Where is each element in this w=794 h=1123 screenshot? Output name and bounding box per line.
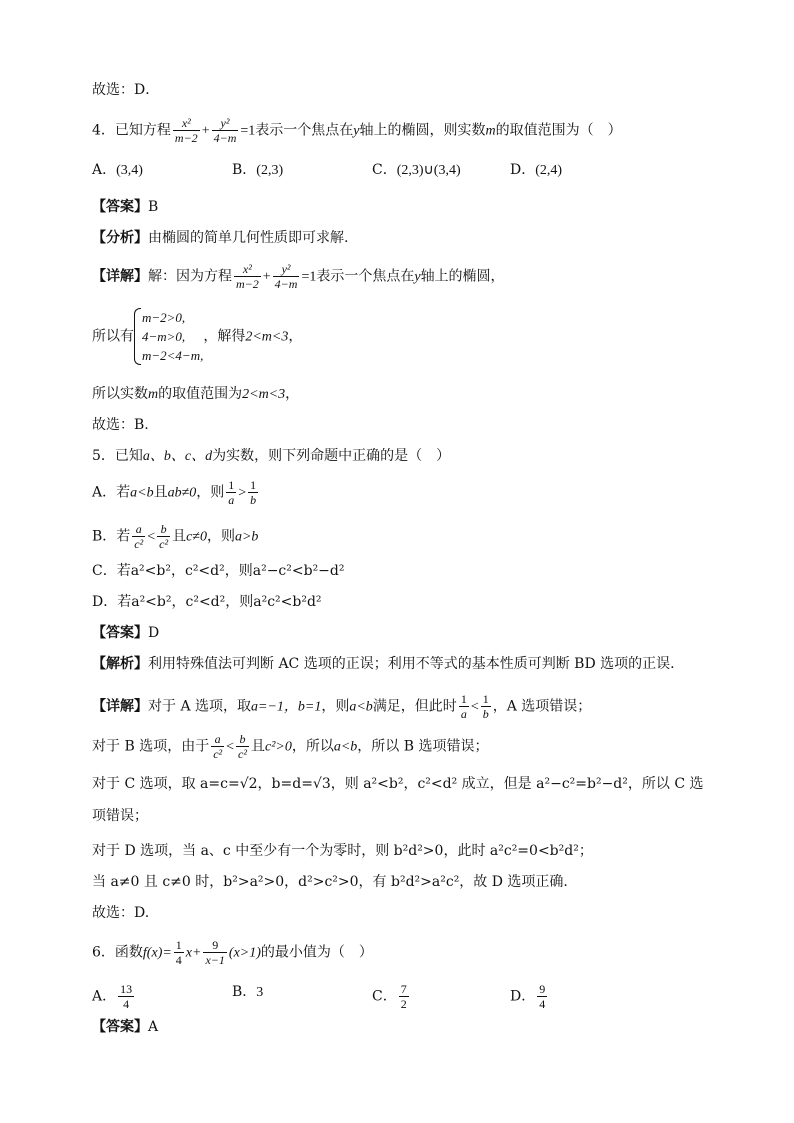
q4-detail-frac-y <box>273 262 300 291</box>
detail-b-and: 且 <box>250 738 265 755</box>
detail-pre: 解：因为方程 <box>148 268 232 285</box>
less-sign: < <box>470 699 479 715</box>
inequality-system <box>134 308 203 365</box>
q4-option-c <box>372 160 461 181</box>
q6-stem-pre: 函数 <box>114 944 143 961</box>
q6-option-a <box>92 982 136 1011</box>
option-label: A． <box>92 162 117 178</box>
q4-number: 4． <box>92 122 115 139</box>
frac-denominator: c² <box>238 747 247 761</box>
frac-numerator: 1 <box>175 938 182 952</box>
frac-numerator: b <box>239 732 246 746</box>
q4-stem-post3: 的取值范围为（ ） <box>495 122 622 139</box>
so-have-text: 所以有 <box>92 328 134 345</box>
q5-option-d: D．若a²<b²，c²<d²，则a²c²<b²d² <box>92 594 322 610</box>
detail-a-mid: ，则 <box>321 698 350 715</box>
detail-a-mid2: 满足，但此时 <box>372 698 457 715</box>
q4-range <box>92 384 299 405</box>
q4-detail-frac-x <box>234 262 261 291</box>
frac-denominator: c² <box>159 537 169 551</box>
frac-denominator: 4−m <box>274 277 298 291</box>
q4-option-a <box>92 160 143 181</box>
frac-numerator: a <box>135 522 142 536</box>
equals-one: =1 <box>240 123 256 139</box>
frac-numerator: 9 <box>212 938 219 952</box>
q5-vars: a、b、c、d <box>142 449 213 464</box>
option-value: (2,3)∪(3,4) <box>396 163 461 178</box>
frac-denominator: a <box>228 493 235 507</box>
var-y: y <box>353 123 360 139</box>
frac-one-over-a <box>226 478 236 507</box>
frac-a-over-c2 <box>132 522 145 551</box>
q5-option-c: C．若a²<b²，c²<d²，则a²−c²<b²−d² <box>92 563 345 579</box>
option-value: 3 <box>256 985 264 1000</box>
plus-sign: + <box>262 269 271 285</box>
detail-tag: 【详解】 <box>92 698 148 715</box>
option-label: B． <box>232 984 257 1000</box>
q6-answer <box>92 1017 158 1037</box>
option-frac <box>118 982 134 1011</box>
detail-a-post: ，A 选项错误； <box>492 698 592 715</box>
q5-analysis <box>92 654 675 674</box>
q6-option-d <box>510 982 549 1011</box>
frac-numerator: x² <box>242 262 252 276</box>
detail-b-pre: 对于 B 选项，由于 <box>92 738 210 755</box>
frac-numerator: b <box>160 522 167 536</box>
frac-numerator: 1 <box>482 692 489 706</box>
left-brace-icon <box>134 308 141 365</box>
option-label: D． <box>510 162 536 178</box>
less-sign: < <box>147 529 156 545</box>
detail-tag: 【详解】 <box>92 268 148 285</box>
frac-numerator: y² <box>220 116 230 130</box>
q5-option-b <box>92 522 258 551</box>
q4-stem-pre: 已知方程 <box>114 122 171 139</box>
analysis-tag: 【解析】 <box>92 656 148 672</box>
q6-stem-post: 的最小值为（ ） <box>260 944 373 961</box>
var-m: m <box>148 387 159 402</box>
option-frac <box>537 982 547 1011</box>
frac-denominator: m−2 <box>236 277 259 291</box>
frac-denominator: 4−m <box>213 131 237 145</box>
q5-detail-a <box>92 692 591 721</box>
less-sign: < <box>226 739 235 755</box>
q4-stem-post2: 轴上的椭圆，则实数 <box>359 122 486 139</box>
frac-denominator: x−1 <box>205 953 225 967</box>
q4-option-d <box>510 160 562 181</box>
q5-detail-c-line2: 项错误； <box>92 808 148 824</box>
frac-one-over-b <box>481 692 491 721</box>
q5-stem-post: 为实数，则下列命题中正确的是（ ） <box>212 448 451 464</box>
option-value: (2,4) <box>535 163 563 178</box>
option-a-and: 且 <box>153 484 168 501</box>
detail-a-cond: a<b <box>349 699 373 715</box>
frac-denominator: m−2 <box>174 131 198 145</box>
q5-answer <box>92 623 159 643</box>
equals-one: =1 <box>301 269 317 285</box>
detail-b-mid: ，所以 <box>291 738 334 755</box>
answer-tag: 【答案】 <box>92 199 148 215</box>
answer-tag: 【答案】 <box>92 625 148 641</box>
frac-one-over-a <box>459 692 469 721</box>
option-a-pre: A．若 <box>92 484 131 501</box>
q5-number: 5． <box>92 448 115 464</box>
q4-frac-x <box>173 116 200 145</box>
q4-stem-post: 表示一个焦点在 <box>255 122 354 139</box>
q6-frac-quarter <box>174 938 184 967</box>
q4-answer <box>92 197 158 217</box>
answer-value: D <box>148 625 160 641</box>
option-a-then: ，则 <box>196 484 225 501</box>
frac-numerator: 1 <box>228 478 235 492</box>
q4-conclusion: 故选：B. <box>92 417 149 433</box>
frac-numerator: x² <box>181 116 191 130</box>
q5-detail-b <box>92 732 489 761</box>
frac-denominator: b <box>482 707 489 721</box>
option-value: (2,3) <box>256 163 284 178</box>
option-a-cond2: ab≠0 <box>167 485 197 501</box>
frac-numerator: a <box>214 732 221 746</box>
q6-stem <box>92 938 373 967</box>
option-a-cond: a<b <box>130 485 154 501</box>
q5-stem-pre: 已知 <box>114 448 143 464</box>
answer-value: A <box>148 1019 159 1035</box>
frac-one-over-b <box>248 478 258 507</box>
q6-frac-nine <box>203 938 226 967</box>
option-value: (3,4) <box>116 163 143 178</box>
frac-numerator: 7 <box>400 982 407 996</box>
solve-expr: 2<m<3 <box>245 329 289 345</box>
frac-numerator: 1 <box>250 478 257 492</box>
solve-end: ， <box>288 328 303 345</box>
system-row: 4−m>0, <box>142 329 186 344</box>
frac-denominator: 2 <box>400 997 407 1011</box>
solve-text: ，解得 <box>203 328 246 345</box>
option-b-then: ，则 <box>206 528 235 545</box>
q5-stem <box>92 446 450 467</box>
q4-frac-y <box>212 116 239 145</box>
detail-b-post: ，所以 B 选项错误； <box>357 738 489 755</box>
frac-b-over-c2 <box>236 732 249 761</box>
option-label: D． <box>510 988 536 1005</box>
detail-a-pre: 对于 A 选项，取 <box>148 698 252 715</box>
frac-denominator: a <box>460 707 467 721</box>
frac-numerator: 1 <box>460 692 467 706</box>
option-b-cond: c≠0 <box>186 529 207 545</box>
q4-option-b <box>232 160 283 181</box>
option-label: B． <box>232 162 257 178</box>
q6-fx: f(x)= <box>142 945 172 961</box>
option-label: C． <box>372 162 397 178</box>
greater-sign: > <box>238 485 247 501</box>
detail-b-cond: c²>0 <box>264 739 292 755</box>
q6-option-c <box>372 982 411 1011</box>
option-b-and: 且 <box>172 528 187 545</box>
detail-b-concl: a<b <box>333 739 358 755</box>
frac-denominator: c² <box>134 537 144 551</box>
detail-post: 表示一个焦点在 <box>316 268 415 285</box>
frac-numerator: y² <box>281 262 291 276</box>
analysis-tag: 【分析】 <box>92 230 148 246</box>
var-m: m <box>485 123 496 139</box>
q5-option-a <box>92 478 260 507</box>
range-pre: 所以实数 <box>92 386 148 402</box>
frac-denominator: 4 <box>175 953 182 967</box>
system-row: m−2<4−m, <box>142 348 204 363</box>
plus-sign: + <box>201 123 210 139</box>
range-expr: 2<m<3 <box>242 387 286 402</box>
answer-tag: 【答案】 <box>92 1019 148 1035</box>
frac-a-over-c2 <box>211 732 224 761</box>
q6-domain: (x>1) <box>228 945 261 961</box>
frac-b-over-c2 <box>157 522 170 551</box>
q5-conclusion: 故选：D. <box>92 905 150 921</box>
q4-stem <box>92 116 622 145</box>
system-row: m−2>0, <box>142 310 186 325</box>
detail-a-vals: a=−1，b=1 <box>251 699 322 715</box>
frac-numerator: 13 <box>120 982 133 996</box>
q4-system-line <box>92 308 302 365</box>
analysis-text: 利用特殊值法可判断 AC 选项的正误；利用不等式的基本性质可判断 BD 选项的正误. <box>148 656 675 672</box>
option-b-pre: B．若 <box>92 528 131 545</box>
q4-detail <box>92 262 505 291</box>
q3-conclusion: 故选：D． <box>92 82 160 98</box>
frac-denominator: b <box>250 493 257 507</box>
range-end: ， <box>285 386 300 402</box>
q6-x-plus: x+ <box>185 945 202 961</box>
q6-number: 6． <box>92 944 115 961</box>
frac-numerator: 9 <box>539 982 546 996</box>
q6-option-b <box>232 982 263 1003</box>
frac-denominator: 4 <box>118 996 134 1011</box>
q5-detail-d-line2: 当 a≠0 且 c≠0 时，b²>a²>0，d²>c²>0，有 b²d²>a²c²，故 D 选项正确. <box>92 874 568 890</box>
detail-post2: 轴上的椭圆， <box>420 268 505 285</box>
option-label: A． <box>92 988 117 1005</box>
option-b-concl: a>b <box>234 529 259 545</box>
range-mid: 的取值范围为 <box>158 386 243 402</box>
frac-denominator: 4 <box>539 997 546 1011</box>
q4-analysis <box>92 228 348 248</box>
option-frac <box>399 982 409 1011</box>
option-label: C． <box>372 988 397 1005</box>
analysis-text: 由椭圆的简单几何性质即可求解. <box>148 230 349 246</box>
frac-denominator: c² <box>213 747 223 761</box>
q5-detail-d-line1: 对于 D 选项，当 a、c 中至少有一个为零时，则 b²d²>0，此时 a²c²=0<b²d²； <box>92 843 593 859</box>
var-y: y <box>414 269 421 285</box>
answer-value: B <box>148 199 159 215</box>
q5-detail-c-line1: 对于 C 选项，取 a=c=√2，b=d=√3，则 a²<b²，c²<d² 成立，但是 a²−c²=b²−d²，所以 C 选 <box>92 776 704 792</box>
